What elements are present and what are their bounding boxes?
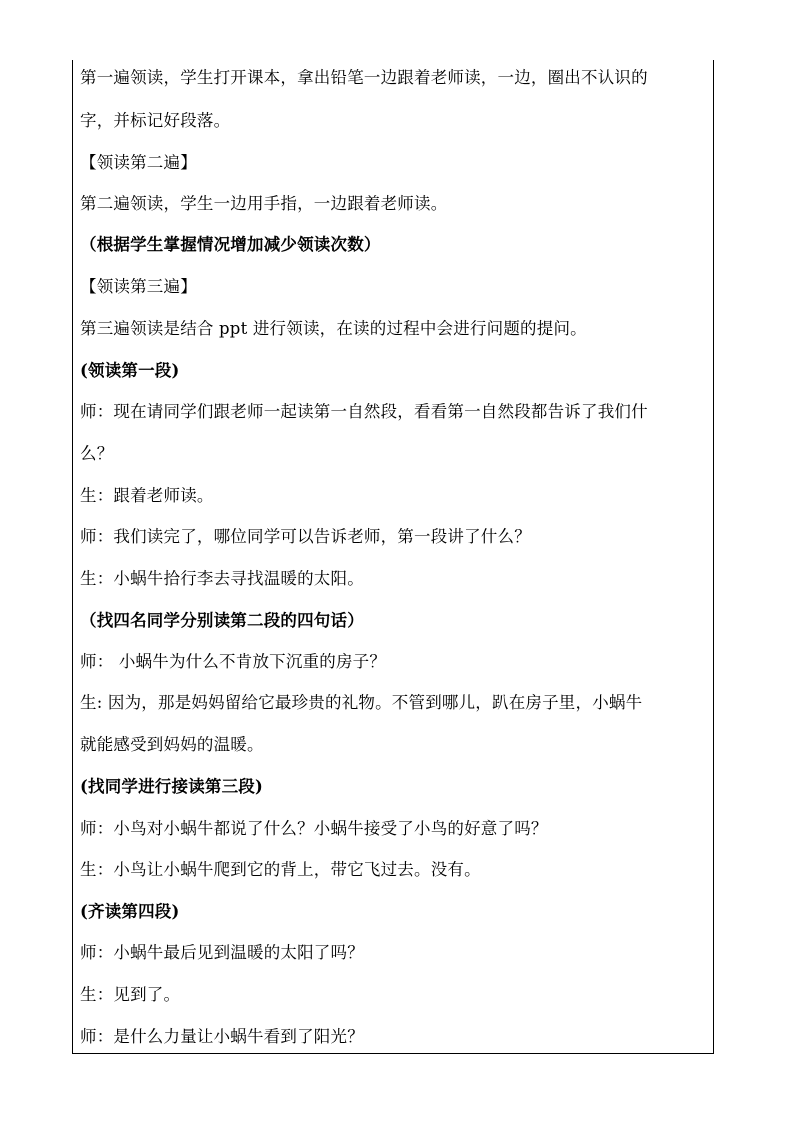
- text-line-bold: （根据学生掌握情况增加减少领读次数）: [80, 235, 381, 254]
- text-line: 么？: [80, 444, 114, 463]
- text-line: 师：小鸟对小蜗牛都说了什么？小蜗牛接受了小鸟的好意了吗？: [80, 819, 548, 838]
- text-line-bold: (找同学进行接读第三段): [80, 777, 264, 796]
- text-line: 师： 小蜗牛为什么不肯放下沉重的房子？: [80, 652, 387, 671]
- text-line: 生：小鸟让小蜗牛爬到它的背上，带它飞过去。没有。: [80, 860, 481, 879]
- text-line: 师：小蜗牛最后见到温暖的太阳了吗？: [80, 943, 364, 962]
- text-line: 生: 因为，那是妈妈留给它最珍贵的礼物。不管到哪儿，趴在房子里，小蜗牛: [80, 693, 643, 712]
- text-line: 【领读第三遍】: [80, 277, 197, 296]
- text-line: 【领读第二遍】: [80, 153, 197, 172]
- text-line: 师：现在请同学们跟老师一起读第一自然段，看看第一自然段都告诉了我们什: [80, 402, 648, 421]
- text-line-bold: (领读第一段): [80, 361, 180, 380]
- text-line: 第三遍领读是结合 ppt 进行领读，在读的过程中会进行问题的提问。: [80, 319, 587, 338]
- text-line: 生：见到了。: [80, 985, 181, 1004]
- text-line: 师：我们读完了，哪位同学可以告诉老师，第一段讲了什么？: [80, 527, 531, 546]
- text-line: 生：跟着老师读。: [80, 486, 214, 505]
- text-line: 就能感受到妈妈的温暖。: [80, 735, 264, 754]
- text-line: 师：是什么力量让小蜗牛看到了阳光？: [80, 1027, 364, 1046]
- text-line: 字，并标记好段落。: [80, 111, 231, 130]
- text-line: 第二遍领读，学生一边用手指，一边跟着老师读。: [80, 194, 448, 213]
- text-line-bold: （找四名同学分别读第二段的四句话）: [80, 611, 364, 630]
- text-line: 第一遍领读，学生打开课本，拿出铅笔一边跟着老师读，一边，圈出不认识的: [80, 68, 648, 87]
- text-line-bold: (齐读第四段): [80, 902, 180, 921]
- text-line: 生：小蜗牛拾行李去寻找温暖的太阳。: [80, 569, 364, 588]
